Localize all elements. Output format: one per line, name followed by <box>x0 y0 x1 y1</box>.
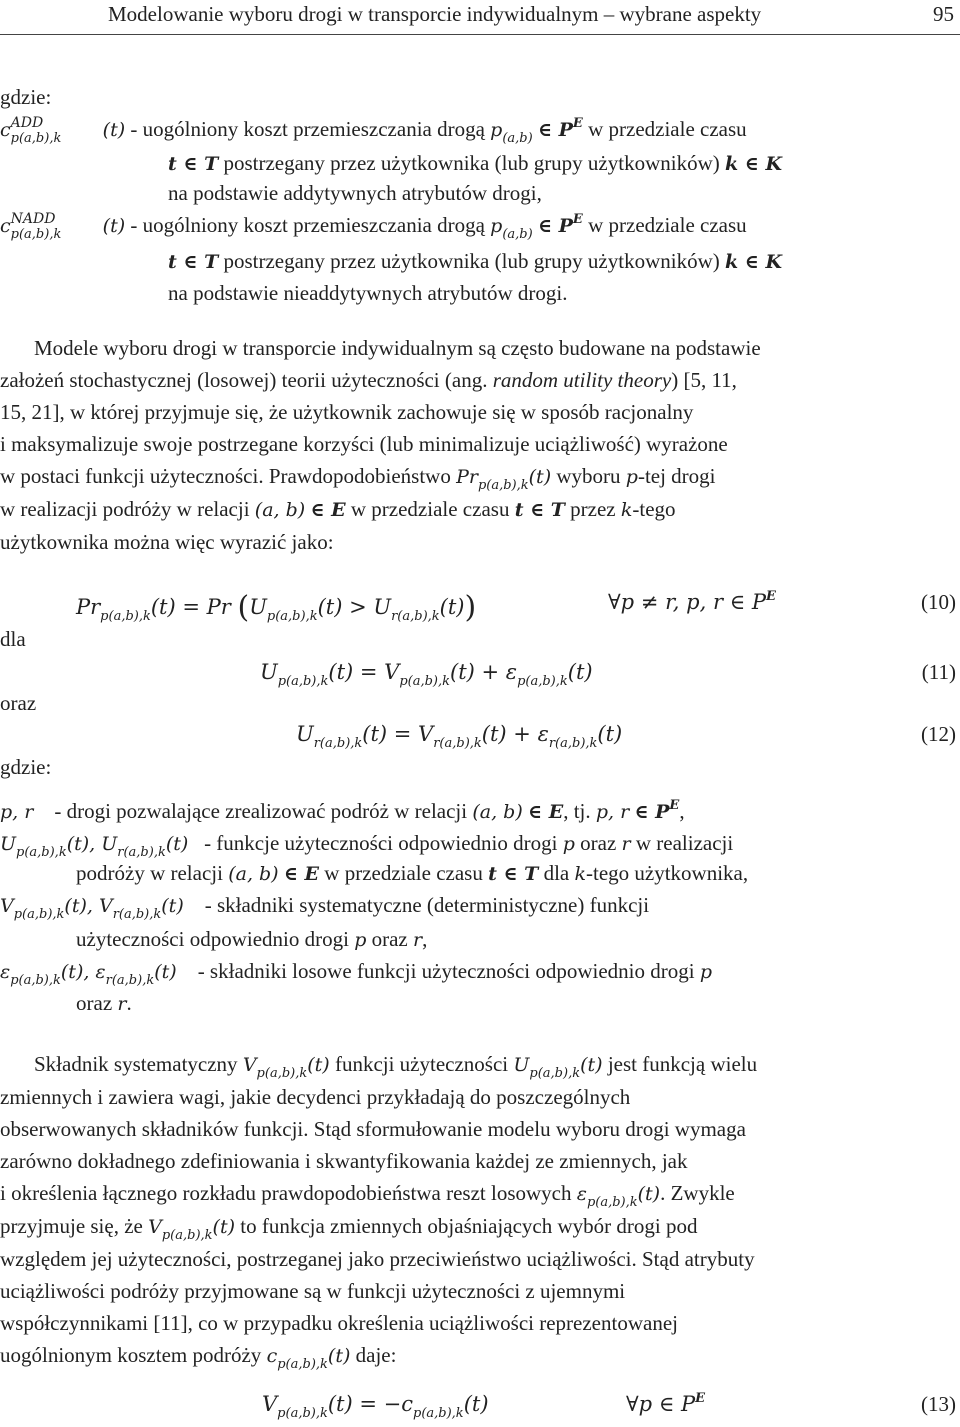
def-V: $V_{p(a,b),k}(t)$, $V_{r(a,b),k}(t)$ - składniki systematyczne (deterministyczne) funkcji <box>0 893 650 922</box>
header-rule <box>0 34 960 35</box>
postrzegany-1: postrzegany przez użytkownika (lub grupy użytkowników) <box>223 151 720 175</box>
equation-13-number: (13) <box>921 1392 956 1416</box>
equation-13-condition: ∀p ∈ $P^E$ <box>626 1391 706 1416</box>
def-c-add <box>0 115 747 146</box>
gdzie-label-1: gdzie: <box>0 85 52 109</box>
page-number: 95 <box>933 2 954 26</box>
def-c-nadd-line2 <box>168 248 782 275</box>
paragraph-2: Składnik systematyczny $V_{p(a,b),k}(t)$ funkcji użyteczności $U_{p(a,b),k}(t)$ jest funkcją wielu zmiennych i zawiera wagi, jakie decydenci przykładają do poszczególnych obserwowanych składników funkcji. Stąd sformułowanie modelu wyboru drogi wymaga zarówno dokładnego zdefiniowania i skwantyfikowania każdej ze zmiennych, jak i określenia łącznego rozkładu prawdopodobieństwa reszt losowych $\varepsilon_{p(a,b),k}(t)$. Zwykle przyjmuje się, że $V_{p(a,b),k}(t)$ to funkcja zmiennych objaśniających wybór drogi pod względem jej użyteczności, postrzeganej jako przeciwieństwo uciążliwości. Stąd atrybuty uciążliwości podróży przyjmowane są w funkcji użyteczności z ujemnymi współczynnikami [11], co w przypadku określenia uciążliwości reprezentowanej uogólnionym kosztem podróży $c_{p(a,b),k}(t)$ daje: <box>0 1052 758 1372</box>
def-p-r: p, r - drogi pozwalające zrealizować podróż w relacji (a, b) ∈ E, tj. p, r ∈ $P^E$, <box>0 798 685 823</box>
in-pe: ∈ $P^E$ <box>537 116 583 141</box>
equation-10: $Pr_{p(a,b),k}(t) = Pr$ $(U_{p(a,b),k}(t) > U_{r(a,b),k}(t))$ <box>76 590 477 625</box>
def-c-nadd-line3: na podstawie nieaddytywnych atrybutów drogi. <box>168 281 568 305</box>
gdzie-label-2: gdzie: <box>0 755 52 779</box>
w-przedziale-1: w przedziale czasu <box>588 117 747 141</box>
t-in-T-2: t ∈ T <box>168 251 219 273</box>
dla-label: dla <box>0 627 26 651</box>
postrzegany-2: postrzegany przez użytkownika (lub grupy użytkowników) <box>223 249 720 273</box>
def-eps: $\varepsilon_{p(a,b),k}(t)$, $\varepsilon_{r(a,b),k}(t)$ - składniki losowe funkcji użyteczności odpowiednio drogi p <box>0 959 713 988</box>
equation-12: $U_{r(a,b),k}(t) = V_{r(a,b),k}(t) + \varepsilon_{r(a,b),k}(t)$ <box>296 722 623 751</box>
p-ab-symbol: $p_{(a,b)}$ <box>490 119 533 146</box>
w-przedziale-2: w przedziale czasu <box>588 213 747 237</box>
def-eps-line2: oraz r. <box>76 991 132 1015</box>
def-U: $U_{p(a,b),k}(t)$, $U_{r(a,b),k}(t)$ - funkcje użyteczności odpowiednio drogi p oraz r w realizacji <box>0 831 734 860</box>
in-pe-2: ∈ $P^E$ <box>537 212 583 237</box>
c-nadd-symbol: c NADD p(a,b),k (t) <box>0 211 126 242</box>
equation-10-number: (10) <box>921 590 956 614</box>
equation-13: $V_{p(a,b),k}(t) = -c_{p(a,b),k}(t)$ <box>262 1392 489 1421</box>
c-add-symbol: c ADD p(a,b),k (t) <box>0 115 126 146</box>
paragraph-1: Modele wyboru drogi w transporcie indywidualnym są często budowane na podstawie założeń stochastycznej (losowej) teorii użyteczności (ang. random utility theory) [5, 11, 15, 21], w której przyjmuje się, że użytkownik zachowuje się w sposób racjonalny i maksymalizuje swoje postrzegane korzyści (lub minimalizuje uciążliwość) wyrażone w postaci funkcji użyteczności. Prawdopodobieństwo $Pr_{p(a,b),k}(t)$ wyboru p-tej drogi w realizacji podróży w relacji (a, b) ∈ E w przedziale czasu t ∈ T przez k-tego użytkownika można więc wyrazić jako: <box>0 336 761 554</box>
equation-12-number: (12) <box>921 722 956 746</box>
equation-10-condition: ∀p ≠ r, p, r ∈ $P^E$ <box>608 589 776 614</box>
oraz-label: oraz <box>0 691 37 715</box>
c-add-desc: - uogólniony koszt przemieszczania drogą <box>130 117 485 141</box>
header-title: Modelowanie wyboru drogi w transporcie indywidualnym – wybrane aspekty <box>108 2 762 26</box>
def-U-line2: podróży w relacji (a, b) ∈ E w przedziale czasu t ∈ T dla k-tego użytkownika, <box>76 861 749 885</box>
c-nadd-desc: - uogólniony koszt przemieszczania drogą <box>130 213 485 237</box>
running-header <box>0 0 960 34</box>
equation-11-number: (11) <box>921 660 956 684</box>
t-in-T-1: t ∈ T <box>168 153 219 175</box>
p-ab-symbol-2: $p_{(a,b)}$ <box>490 215 533 242</box>
def-c-add-line3: na podstawie addytywnych atrybutów drogi, <box>168 181 542 205</box>
equation-11: $U_{p(a,b),k}(t) = V_{p(a,b),k}(t) + \varepsilon_{p(a,b),k}(t)$ <box>260 660 593 689</box>
k-in-K-2: k ∈ K <box>725 251 782 273</box>
def-V-line2: użyteczności odpowiednio drogi p oraz r, <box>76 927 428 951</box>
def-c-add-line2 <box>168 150 782 177</box>
def-c-nadd <box>0 211 747 242</box>
k-in-K-1: k ∈ K <box>725 153 782 175</box>
